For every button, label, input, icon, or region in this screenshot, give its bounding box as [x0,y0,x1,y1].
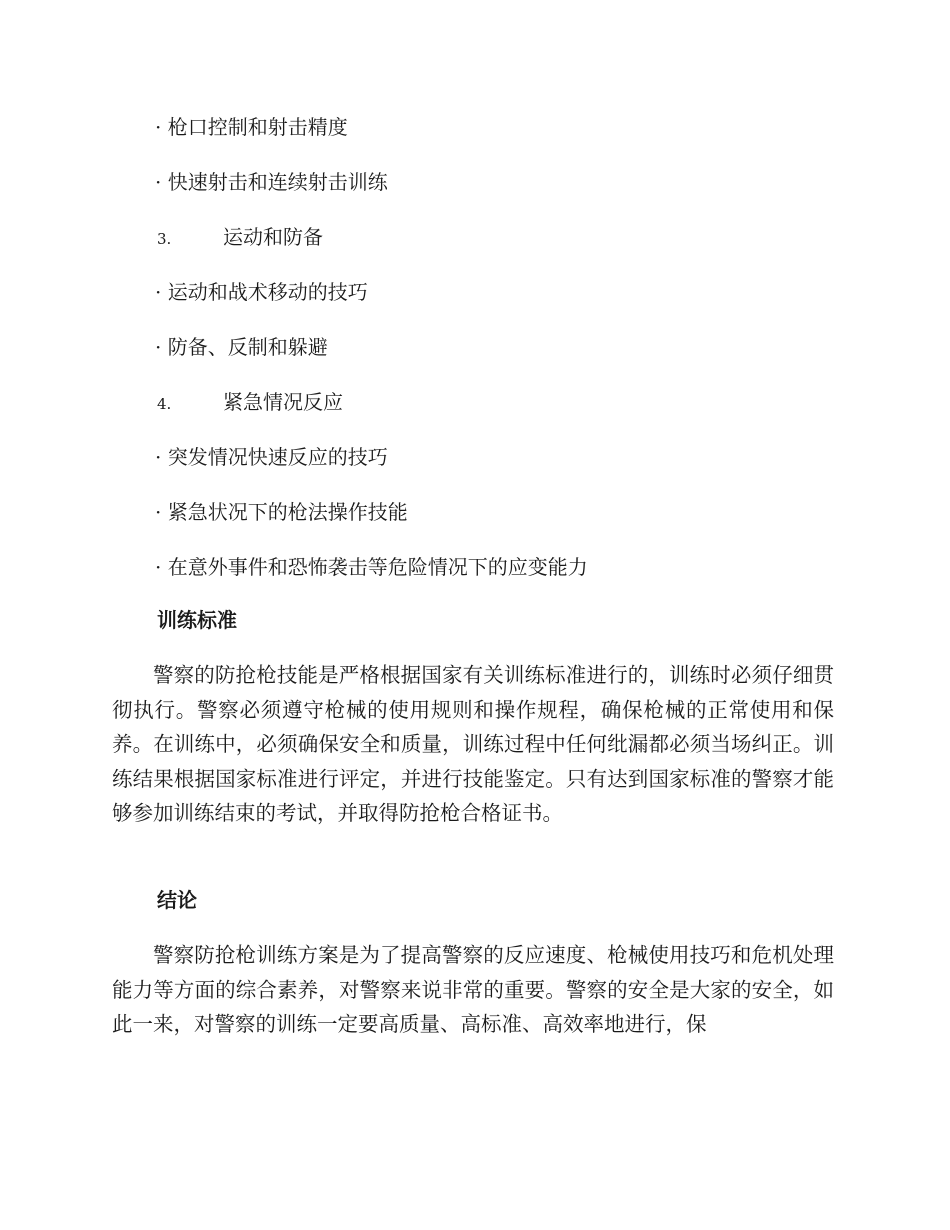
bullet-item: · 突发情况快速反应的技巧 [155,445,388,469]
item-number: 4. [157,395,172,413]
bullet-item: · 防备、反制和躲避 [155,335,328,359]
item-text: 紧急情况反应 [223,390,343,414]
bullet-item: · 枪口控制和射击精度 [155,115,348,139]
section-paragraph: 警察的防抢枪技能是严格根据国家有关训练标准进行的，训练时必须仔细贯彻执行。警察必须遵守枪械的使用规则和操作规程，确保枪械的正常使用和保养。在训练中，必须确保安全和质量，训练过程中任何纰漏都必须当场纠正。训练结果根据国家标准进行评定，并进行技能鉴定。只有达到国家标准的警察才能够参加训练结束的考试，并取得防抢枪合格证书。 [112,663,834,825]
bullet-item: · 紧急状况下的枪法操作技能 [155,500,408,524]
item-number: 3. [157,230,172,248]
section-heading: 训练标准 [157,608,237,632]
section-heading: 结论 [157,888,197,912]
bullet-item: · 在意外事件和恐怖袭击等危险情况下的应变能力 [155,555,588,579]
item-text: 运动和防备 [223,225,323,249]
numbered-item [157,223,323,253]
section-paragraph: 警察防抢枪训练方案是为了提高警察的反应速度、枪械使用技巧和危机处理能力等方面的综合素养，对警察来说非常的重要。警察的安全是大家的安全，如此一来，对警察的训练一定要高质量、高标准、高效率地进行，保 [112,943,834,1036]
bullet-item: · 运动和战术移动的技巧 [155,280,368,304]
numbered-item [157,388,343,418]
bullet-item: · 快速射击和连续射击训练 [155,170,388,194]
